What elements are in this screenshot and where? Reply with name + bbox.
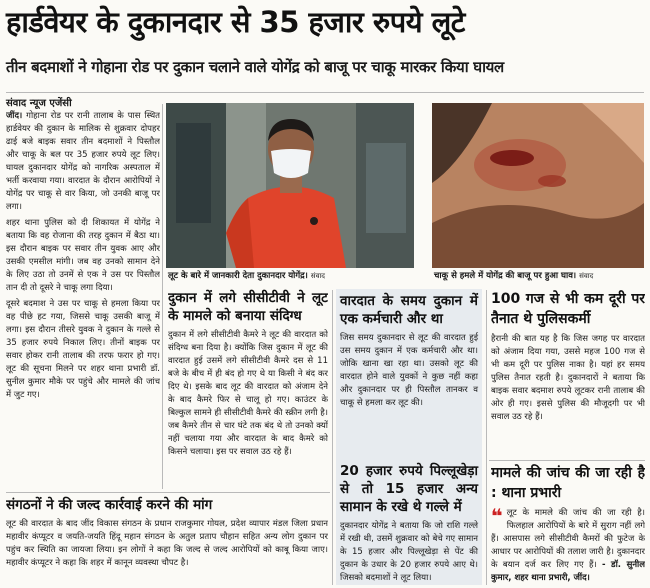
wound-photo (432, 103, 644, 268)
sho-box (491, 463, 645, 585)
cash-heading: 20 हजार रुपये पिल्लूखेड़ा से तो 15 हजार अन्य सामान के रखे थे गल्ले में (340, 463, 478, 515)
story-paragraph: शहर थाना पुलिस को दी शिकायत में योगेंद्र ने बताया कि वह रोजाना की तरह दुकान में बैठा था। इस दौरान बाइक पर सवार तीन युवक आए और उसकी एमसील मांगी। जब वह उनको सामान देने के लिए उठा तो उनमें से एक ने उस पर पिस्तौल तान दी तो दूसरे ने चाकू लगा दिया। (6, 218, 160, 293)
shopkeeper-photo (166, 103, 414, 268)
org-heading: संगठनों ने की जल्द कार्रवाई करने की मांग (6, 497, 213, 513)
cctv-heading: दुकान में लगे सीसीटीवी ने लूट के मामले को बनाया संदिग्ध (168, 290, 328, 324)
police-heading: 100 गज से भी कम दूरी पर तैनात थे पुलिसकर्मी (491, 291, 645, 327)
byline: संवाद न्यूज एजेंसी (6, 98, 72, 109)
story-paragraph: गोहाना रोड पर रानी तालाब के पास स्थित हार्डवेयर की दुकान के मालिक से शुक्रवार दोपहर ढाई बजे बाइक सवार तीन बदमाशों ने पिस्तौल और चाकू के बल पर 35 हजार रुपये लूट लिए। घायल दुकानदार योगेंद्र को नागरिक अस्पताल में भर्ती करवाया गया। वारदात के दौरान आरोपियों ने योगेंद्र पर चाकू से वार किया, जो उनकी बाजू पर लगा। (6, 111, 160, 212)
employee-box (336, 289, 482, 459)
main-story (6, 110, 160, 490)
column-divider (486, 290, 487, 585)
photo1-caption: लूट के बारे में जानकारी देता दुकानदार योगेंद्र। संवाद (168, 271, 326, 281)
wound-image (432, 103, 644, 268)
story-paragraph: दूसरे बदमाश ने उस पर चाकू से हमला किया पर वह पीछे हट गया, जिससे चाकू उसकी बाजू में लगा। इस दौरान तीसरे युवक ने दुकान के गल्ले से 35 हजार रुपये निकाल लिए। तीनों बाइक पर सवार होकर रानी तालाब की तरफ फरार हो गए। लूट की सूचना मिलने पर शहर थाना प्रभारी डॉ. सुनील कुमार मौके पर पहुंचे और मामले की जांच में जुट गए। (6, 299, 160, 400)
divider (489, 460, 645, 461)
divider (6, 492, 330, 493)
employee-body: जिस समय दुकानदार से लूट की वारदात हुई उस समय दुकान में एक कर्मचारी और था। जोकि खाना खा रहा था। उसको लूट की वारदात होने वाले युवकों ने कुछ नहीं कहा और दुकानदार पर ही पिस्तौल तानकर व चाकू से हमला कर लूट की। (340, 333, 478, 408)
column-divider (162, 104, 163, 489)
org-body: लूट की वारदात के बाद जींद विकास संगठन के प्रधान राजकुमार गोयल, प्रदेश व्यापार मंडल जिला प्रधान महावीर कंप्यूटर व जयति-जयति हिंदू महान संगठन के अतुल प्रताप चौहान सहित अन्य लोग दुकान पर पहुंच कर स्थिति का जायजा लिया। इन लोगों ने कहा कि जल्द से जल्द आरोपियों को काबू किया जाए। महावीर कंप्यूटर ने कहा कि शहर में कानून व्यवस्था चौपट है। (6, 519, 328, 568)
sho-heading: मामले की जांच की जा रही है : थाना प्रभारी (491, 465, 645, 501)
cash-box (336, 459, 482, 585)
dateline: जींद। (6, 111, 23, 121)
police-box (491, 289, 645, 459)
divider (6, 92, 644, 93)
sho-body: लूट के मामले की जांच की जा रही है। फिलहाल आरोपियों के बारे में सुराग नहीं लगे हैं। आसपास लगे सीसीटीवी कैमरों की फुटेज के आधार पर आरोपियों की तलाश जारी है। दुकानदार के बयान दर्ज कर लिए गए हैं। (491, 508, 645, 570)
headline: हार्डवेयर के दुकानदार से 35 हजार रुपये लूटे (6, 5, 465, 39)
cash-body: दुकानदार योगेंद्र ने बताया कि जो राशि गल्ले में रखी थी, उसमें शुक्रवार को बेचे गए सामान के 15 हजार और पिल्लूखेड़ा से पेंट की दुकान के उधार के 20 हजार रुपये आए थे। जिसको बदमाशों ने लूट लिया। (340, 521, 478, 583)
quote-mark-icon: ❝ (491, 504, 503, 528)
police-body: हैरानी की बात यह है कि जिस जगह पर वारदात को अंजाम दिया गया, उससे महज 100 गज से भी कम दूरी पर पुलिस नाका है। यहां हर समय पुलिस तैनात रहती है। दुकानदारों ने बताया कि बाइक सवार बदमाश रुपये लूटकर रानी तालाब की ओर ही गए। इससे पुलिस की मौजूदगी पर भी सवाल उठ रहे हैं। (491, 334, 645, 422)
employee-heading: वारदात के समय दुकान में एक कर्मचारी और था (340, 293, 478, 327)
subheadline: तीन बदमाशों ने गोहाना रोड पर दुकान चलाने वाले योगेंद्र को बाजू पर चाकू मारकर किया घायल (6, 58, 504, 76)
org-box (6, 496, 328, 586)
column-divider (332, 290, 333, 585)
sho-attribution: - डॉ. सुनील कुमार, शहर थाना प्रभारी, जींद। (491, 560, 645, 583)
cctv-box (168, 289, 328, 489)
shopkeeper-image (166, 103, 414, 268)
photo2-caption: चाकू से हमले में योगेंद्र की बाजू पर हुआ घाव। संवाद (434, 271, 594, 281)
cctv-body: दुकान में लगे सीसीटीवी कैमरे ने लूट की वारदात को संदिग्ध बना दिया है। क्योंकि जिस दुकान में लूट की वारदात हुई उसमें लगे सीसीटीवी कैमरे दस से 11 बजे के बीच में ही बंद हो गए थे या किसी ने बंद कर दिए थे। इसके बाद लूट की वारदात को अंजाम देने के बाद कैमरे फिर से चालू हो गए। काउंटर के बिल्कुल सामने ही सीसीटीवी कैमरे की स्क्रीन लगी है। जब कैमरे तीन से चार घंटे तक बंद थे तो उनको क्यों नहीं चलाया गया और वारदात के बाद कैमरे को किसने चलाया। इस पर सवाल उठ रहे हैं। (168, 330, 328, 457)
